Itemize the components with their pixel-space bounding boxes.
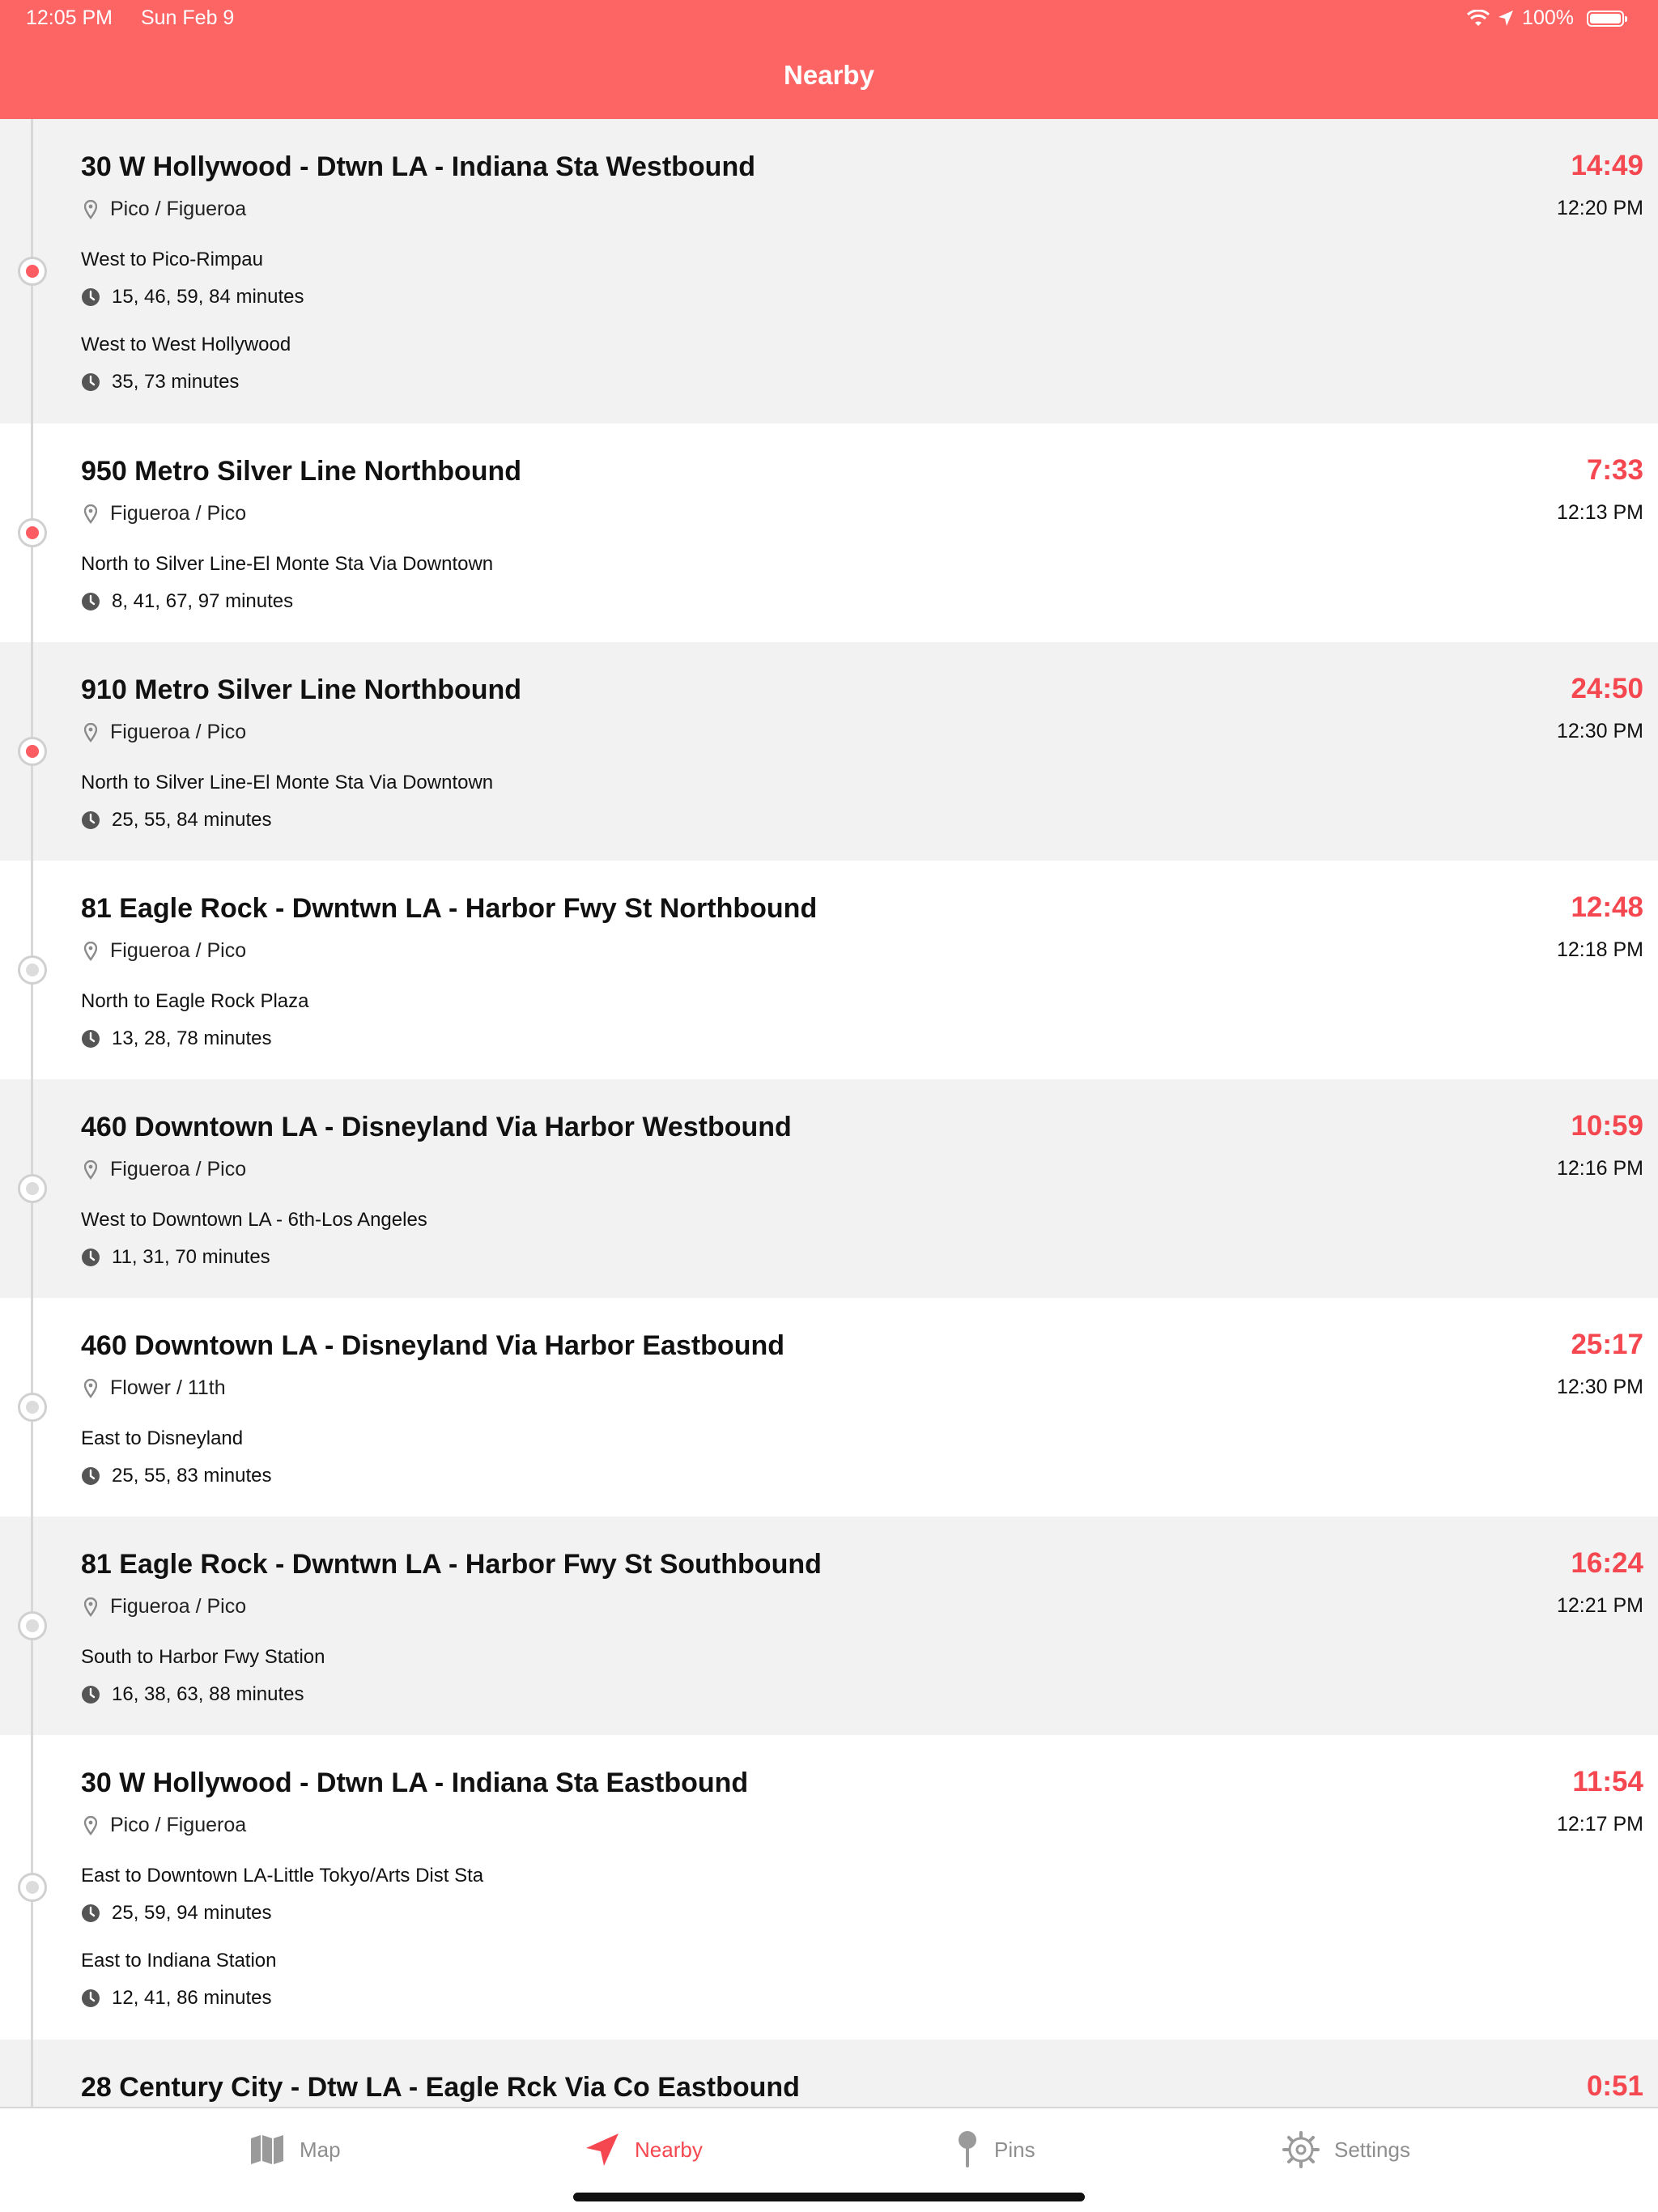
tab-settings[interactable] [1282, 2129, 1410, 2170]
location-pin-icon [84, 942, 97, 961]
stop-label: Flower / 11th [110, 1376, 226, 1399]
minutes-label: 25, 59, 94 minutes [112, 1902, 272, 1924]
clock-icon [81, 1904, 100, 1923]
direction-label: West to Pico-Rimpau [81, 249, 263, 270]
direction-label: West to West Hollywood [81, 334, 291, 355]
minutes-label: 8, 41, 67, 97 minutes [112, 590, 294, 612]
timeline-dot-active [18, 737, 47, 766]
clock-icon [81, 1029, 100, 1049]
clock-icon [81, 287, 100, 307]
arrival-time: 12:21 PM [1556, 1594, 1643, 1617]
timeline-dot [18, 1611, 47, 1640]
direction-label: East to Disneyland [81, 1427, 244, 1449]
tab-pins-label: Pins [994, 2137, 1035, 2162]
eta-countdown: 11:54 [1572, 1766, 1643, 1797]
eta-countdown: 16:24 [1571, 1547, 1643, 1579]
departure-minutes [81, 1902, 271, 1925]
timeline-dot-active [18, 518, 47, 547]
direction-label: North to Eagle Rock Plaza [81, 990, 309, 1012]
timeline-line [31, 119, 33, 2107]
stop-label: Pico / Figueroa [110, 1814, 247, 1836]
stop-label: Pico / Figueroa [110, 198, 247, 220]
arrival-time: 12:16 PM [1556, 1157, 1643, 1180]
timeline-dot [18, 1393, 47, 1422]
location-pin-icon [84, 723, 97, 742]
tab-map[interactable] [249, 2129, 341, 2170]
clock-icon [81, 810, 100, 830]
stop-name [84, 1595, 246, 1619]
minutes-label: 25, 55, 84 minutes [112, 809, 272, 831]
timeline-dot [18, 1174, 47, 1203]
location-arrow-icon [585, 2132, 620, 2167]
status-bar-left [26, 6, 234, 30]
arrival-time: 12:30 PM [1556, 720, 1643, 742]
location-pin-icon [84, 200, 97, 219]
stop-label: Figueroa / Pico [110, 939, 247, 962]
clock-icon [81, 1685, 100, 1704]
route-row[interactable] [0, 1516, 1658, 1735]
status-date: Sun Feb 9 [140, 6, 235, 29]
arrival-time: 12:18 PM [1556, 938, 1643, 961]
stop-name [84, 1376, 226, 1400]
location-pin-icon [84, 1160, 97, 1180]
route-title: 30 W Hollywood - Dtwn LA - Indiana Sta Westbound [81, 151, 755, 182]
location-pin-icon [84, 504, 97, 524]
pin-icon [955, 2130, 980, 2169]
departure-minutes [81, 590, 293, 613]
route-row[interactable] [0, 423, 1658, 642]
tab-pins[interactable] [955, 2129, 1035, 2170]
tab-nearby-label: Nearby [635, 2137, 703, 2162]
route-row[interactable] [0, 1735, 1658, 2040]
wifi-icon [1467, 10, 1490, 28]
nearby-list[interactable] [0, 119, 1658, 2107]
header [0, 0, 1658, 119]
direction-label: East to Downtown LA-Little Tokyo/Arts Dist Sta [81, 1865, 484, 1887]
battery-percent: 100% [1522, 6, 1574, 29]
route-row[interactable] [0, 119, 1658, 423]
stop-name [84, 939, 246, 963]
clock-icon [81, 1248, 100, 1267]
map-icon [249, 2133, 285, 2166]
route-row[interactable] [0, 861, 1658, 1079]
minutes-label: 12, 41, 86 minutes [112, 1987, 272, 2009]
eta-countdown: 25:17 [1571, 1329, 1643, 1360]
location-pin-icon [84, 1379, 97, 1398]
route-row[interactable] [0, 2040, 1658, 2107]
direction-label: North to Silver Line-El Monte Sta Via Downtown [81, 553, 494, 575]
arrival-time: 12:30 PM [1556, 1376, 1643, 1398]
route-title: 950 Metro Silver Line Northbound [81, 456, 522, 487]
arrival-time: 12:20 PM [1556, 197, 1643, 219]
route-title: 81 Eagle Rock - Dwntwn LA - Harbor Fwy St Northbound [81, 893, 818, 924]
battery-icon [1587, 11, 1624, 27]
tab-settings-label: Settings [1334, 2137, 1410, 2162]
stop-label: Figueroa / Pico [110, 721, 247, 743]
eta-countdown: 7:33 [1586, 454, 1643, 486]
location-pin-icon [84, 1597, 97, 1617]
minutes-label: 35, 73 minutes [112, 371, 240, 393]
route-title: 910 Metro Silver Line Northbound [81, 674, 522, 705]
clock-icon [81, 592, 100, 611]
stop-name [84, 1814, 246, 1837]
direction-label: South to Harbor Fwy Station [81, 1646, 325, 1668]
timeline-dot [18, 955, 47, 985]
minutes-label: 11, 31, 70 minutes [112, 1246, 270, 1268]
home-indicator [573, 2193, 1085, 2201]
departure-minutes [81, 809, 271, 832]
stop-name [84, 1158, 246, 1181]
stop-name [84, 502, 246, 525]
departure-minutes [81, 1246, 270, 1269]
page-title: Nearby [784, 60, 874, 90]
route-title: 460 Downtown LA - Disneyland Via Harbor Eastbound [81, 1330, 785, 1361]
eta-countdown: 24:50 [1571, 673, 1643, 704]
stop-label: Figueroa / Pico [110, 502, 247, 525]
clock-icon [81, 1989, 100, 2008]
stop-name [84, 198, 246, 221]
status-bar-right [1467, 6, 1624, 30]
route-row[interactable] [0, 1079, 1658, 1298]
arrival-time: 12:13 PM [1556, 501, 1643, 524]
departure-minutes [81, 1465, 271, 1487]
direction-label: East to Indiana Station [81, 1950, 277, 1972]
route-title: 30 W Hollywood - Dtwn LA - Indiana Sta Eastbound [81, 1767, 749, 1798]
departure-minutes [81, 1683, 304, 1706]
route-title: 28 Century City - Dtw LA - Eagle Rck Via Co Eastbound [81, 2072, 800, 2103]
minutes-label: 13, 28, 78 minutes [112, 1027, 272, 1049]
route-row[interactable] [0, 642, 1658, 861]
eta-countdown: 10:59 [1571, 1110, 1643, 1142]
gear-icon [1282, 2131, 1320, 2168]
eta-countdown: 12:48 [1571, 891, 1643, 923]
route-title: 81 Eagle Rock - Dwntwn LA - Harbor Fwy St Southbound [81, 1549, 822, 1580]
eta-countdown: 0:51 [1586, 2070, 1643, 2102]
arrival-time: 12:17 PM [1556, 1813, 1643, 1836]
minutes-label: 15, 46, 59, 84 minutes [112, 286, 304, 308]
tab-nearby[interactable] [585, 2129, 703, 2170]
route-row[interactable] [0, 1298, 1658, 1516]
departure-minutes [81, 286, 304, 308]
timeline-dot-active [18, 257, 47, 286]
departure-minutes [81, 371, 239, 393]
route-title: 460 Downtown LA - Disneyland Via Harbor Westbound [81, 1112, 792, 1142]
stop-label: Figueroa / Pico [110, 1595, 247, 1618]
stop-name [84, 721, 246, 744]
clock-icon [81, 1466, 100, 1486]
direction-label: West to Downtown LA - 6th-Los Angeles [81, 1209, 427, 1231]
minutes-label: 25, 55, 83 minutes [112, 1465, 272, 1487]
departure-minutes [81, 1027, 271, 1050]
timeline-dot [18, 1873, 47, 1902]
clock-icon [81, 372, 100, 392]
eta-countdown: 14:49 [1571, 150, 1643, 181]
location-services-icon [1498, 10, 1514, 28]
status-time: 12:05 PM [26, 6, 113, 29]
direction-label: North to Silver Line-El Monte Sta Via Downtown [81, 772, 494, 793]
minutes-label: 16, 38, 63, 88 minutes [112, 1683, 304, 1705]
departure-minutes [81, 1987, 271, 2010]
tab-map-label: Map [300, 2137, 341, 2162]
location-pin-icon [84, 1816, 97, 1836]
stop-label: Figueroa / Pico [110, 1158, 247, 1180]
tab-bar [0, 2107, 1658, 2212]
